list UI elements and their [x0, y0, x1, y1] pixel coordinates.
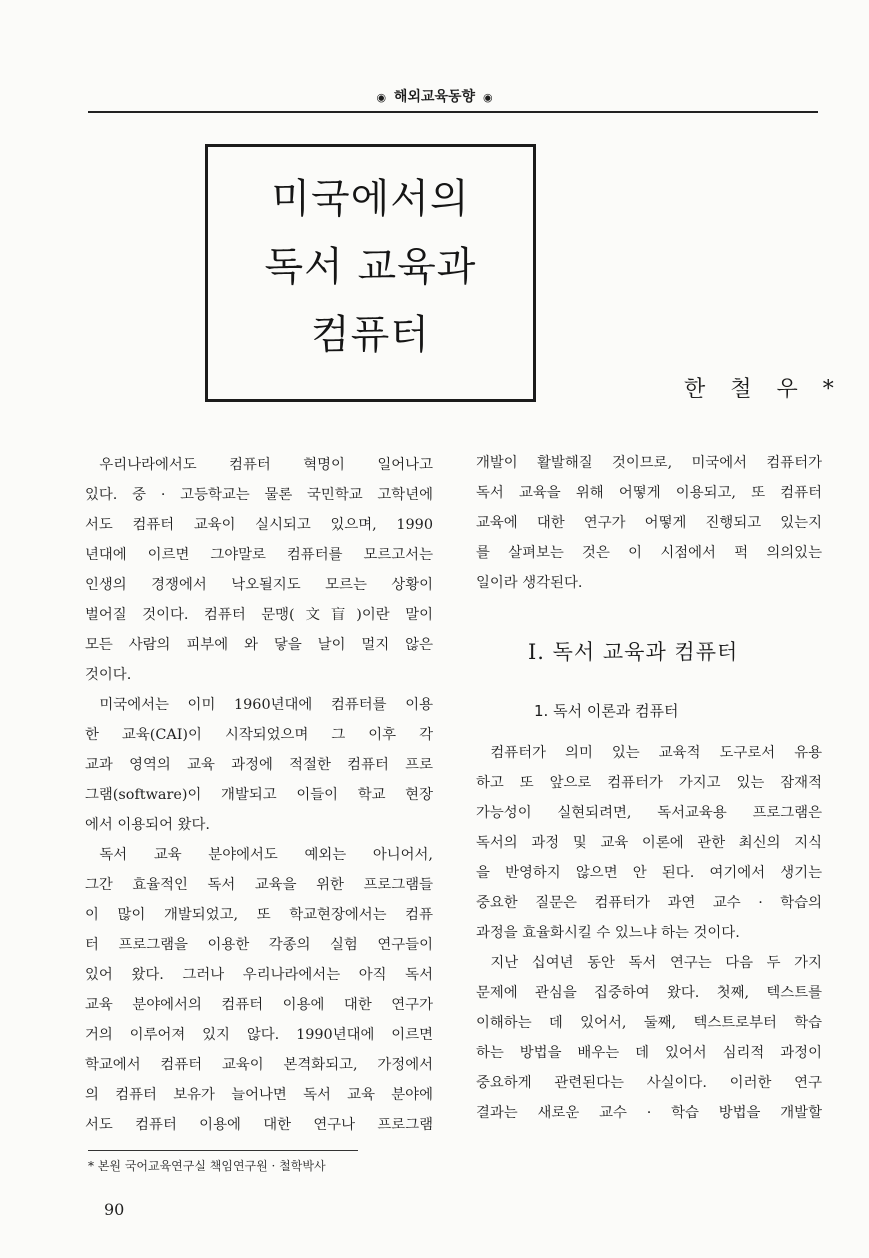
- body-line: 중요하게 관련된다는 사실이다. 이러한 연구: [476, 1075, 822, 1091]
- title-line-1: 미국에서의: [271, 176, 470, 222]
- body-line: 독서의 과정 및 교육 이론에 관한 최신의 지식: [476, 835, 822, 851]
- body-line: 하고 또 앞으로 컴퓨터가 가지고 있는 잠재적: [476, 775, 822, 791]
- body-line: 인생의 경쟁에서 낙오될지도 모르는 상황이: [85, 577, 433, 593]
- body-line: 벌어질 것이다. 컴퓨터 문맹(文盲)이란 말이: [85, 607, 433, 623]
- body-line: 하는 방법을 배우는 데 있어서 심리적 과정이: [476, 1045, 822, 1061]
- body-line: 컴퓨터가 의미 있는 교육적 도구로서 유용: [490, 745, 822, 761]
- section-heading: Ⅰ. 독서 교육과 컴퓨터: [528, 640, 739, 664]
- footnote: * 본원 국어교육연구실 책임연구원 · 철학박사: [88, 1159, 326, 1173]
- title-line-3: 컴퓨터: [311, 312, 430, 358]
- body-line: 모든 사람의 피부에 와 닿을 날이 멀지 않은: [85, 637, 433, 653]
- header-rule: [88, 111, 818, 113]
- ornament-left-icon: ◉: [376, 91, 387, 104]
- body-line: 있다. 중 · 고등학교는 물론 국민학교 고학년에: [85, 487, 433, 503]
- body-line: 미국에서는 이미 1960년대에 컴퓨터를 이용: [99, 697, 433, 713]
- ornament-right-icon: ◉: [482, 91, 493, 104]
- body-line: 있어 왔다. 그러나 우리나라에서는 아직 독서: [85, 967, 433, 983]
- footnote-rule: [88, 1150, 358, 1151]
- body-line: 이해하는 데 있어서, 둘째, 텍스트로부터 학습: [476, 1015, 822, 1031]
- body-line: 터 프로그램을 이용한 각종의 실험 연구들이: [85, 937, 433, 953]
- body-line: 의 컴퓨터 보유가 늘어나면 독서 교육 분야에: [85, 1087, 433, 1103]
- right-column-intro: [476, 448, 822, 598]
- body-line: 과정을 효율화시킬 수 있느냐 하는 것이다.: [476, 925, 740, 941]
- body-line: 를 살펴보는 것은 이 시점에서 퍽 의의있는: [476, 545, 822, 561]
- body-line: 년대에 이르면 그야말로 컴퓨터를 모르고서는: [85, 547, 433, 563]
- body-line: 독서 교육을 위해 어떻게 이용되고, 또 컴퓨터: [476, 485, 822, 501]
- body-line: 서도 컴퓨터 교육이 실시되고 있으며, 1990: [85, 517, 433, 533]
- body-line: 교육 분야에서의 컴퓨터 이용에 대한 연구가: [85, 997, 433, 1013]
- section-label: 해외교육동향: [393, 89, 476, 105]
- body-line: 우리나라에서도 컴퓨터 혁명이 일어나고: [99, 457, 433, 473]
- subsection-heading: 1. 독서 이론과 컴퓨터: [534, 702, 679, 720]
- body-line: 한 교육(CAI)이 시작되었으며 그 이후 각: [85, 727, 433, 743]
- body-line: 그램(software)이 개발되고 이들이 학교 현장: [85, 787, 433, 803]
- body-line: 을 반영하지 않으면 안 된다. 여기에서 생기는: [476, 865, 822, 881]
- body-line: 결과는 새로운 교수 · 학습 방법을 개발할: [476, 1105, 822, 1121]
- right-column-body: [476, 738, 822, 1128]
- page-number: 90: [104, 1200, 125, 1219]
- body-line: 문제에 관심을 집중하여 왔다. 첫째, 텍스트를: [476, 985, 822, 1001]
- body-line: 그간 효율적인 독서 교육을 위한 프로그램들: [85, 877, 433, 893]
- body-line: 학교에서 컴퓨터 교육이 본격화되고, 가정에서: [85, 1057, 433, 1073]
- left-column: [85, 450, 433, 1140]
- body-line: 독서 교육 분야에서도 예외는 아니어서,: [99, 847, 433, 863]
- body-line: 일이라 생각된다.: [476, 575, 583, 591]
- body-line: 중요한 질문은 컴퓨터가 과연 교수 · 학습의: [476, 895, 822, 911]
- body-line: 에서 이용되어 왔다.: [85, 817, 210, 833]
- body-line: 지난 십여년 동안 독서 연구는 다음 두 가지: [490, 955, 822, 971]
- body-line: 거의 이루어져 있지 않다. 1990년대에 이르면: [85, 1027, 433, 1043]
- body-line: 개발이 활발해질 것이므로, 미국에서 컴퓨터가: [476, 455, 822, 471]
- body-line: 교육에 대한 연구가 어떻게 진행되고 있는지: [476, 515, 822, 531]
- body-line: 것이다.: [85, 667, 132, 683]
- body-line: 교과 영역의 교육 과정에 적절한 컴퓨터 프로: [85, 757, 433, 773]
- section-header: [0, 86, 869, 106]
- author-name: 한 철 우 *: [684, 377, 843, 402]
- body-line: 가능성이 실현되려면, 독서교육용 프로그램은: [476, 805, 822, 821]
- body-line: 서도 컴퓨터 이용에 대한 연구나 프로그램: [85, 1117, 433, 1133]
- title-box: [205, 144, 536, 402]
- body-line: 이 많이 개발되었고, 또 학교현장에서는 컴퓨: [85, 907, 433, 923]
- title-line-2: 독서 교육과: [264, 244, 477, 290]
